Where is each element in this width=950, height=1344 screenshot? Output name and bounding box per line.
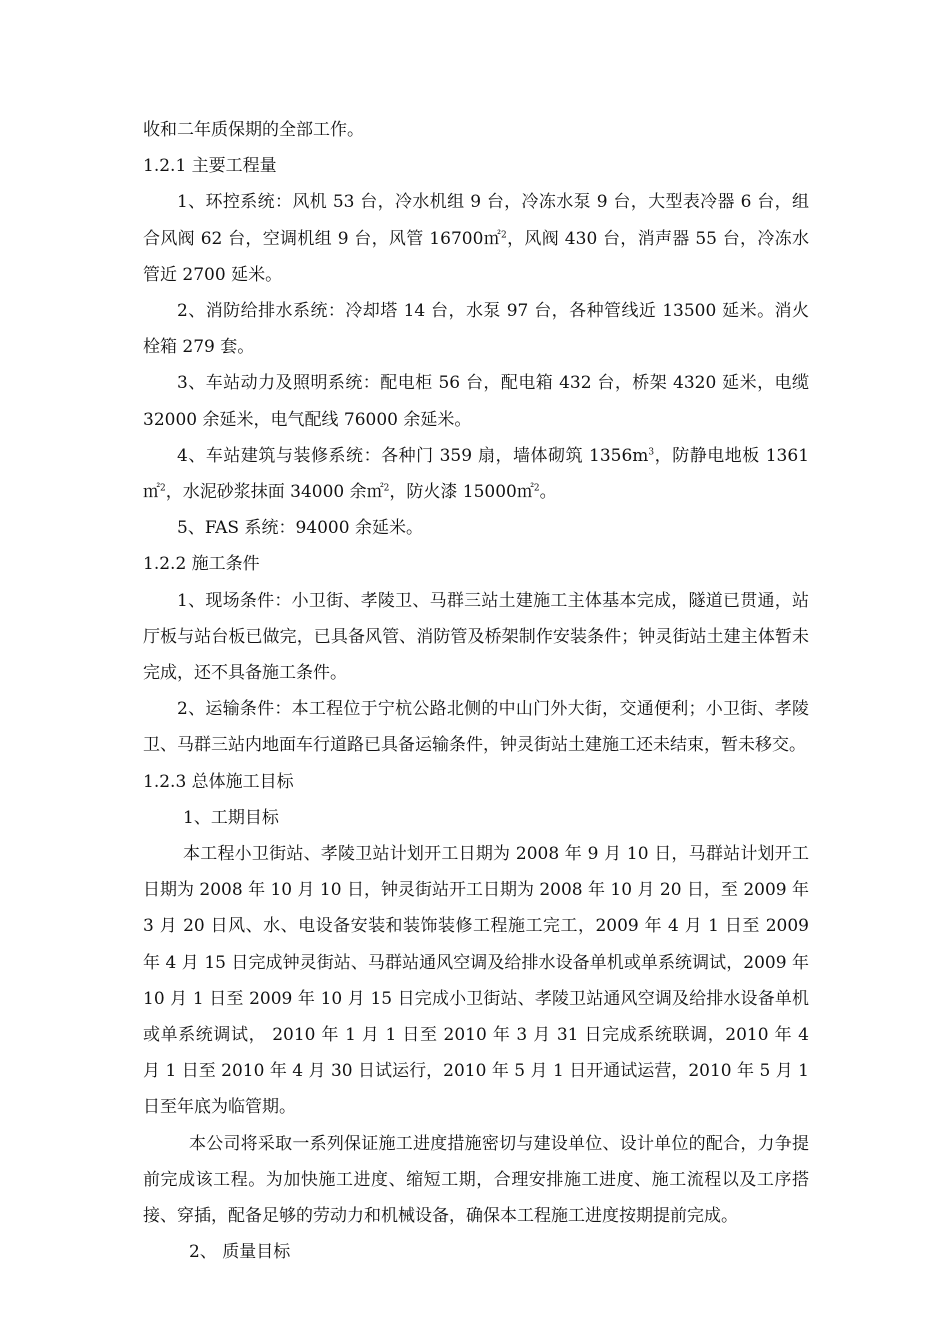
paragraph-text: 。 — [539, 482, 557, 503]
paragraph-text: 4、车站建筑与装修系统：各种门 359 扇，墙体砌筑 1356m — [177, 445, 649, 466]
section-heading-1-2-2 — [143, 546, 809, 582]
heading-text: 1.2.2 施工条件 — [143, 554, 260, 575]
section-heading-1-2-1 — [143, 148, 809, 184]
superscript: 3 — [648, 447, 655, 458]
superscript: 2 — [383, 483, 390, 494]
paragraph-text: ，防火漆 15000㎡ — [389, 482, 534, 503]
paragraph-text: 本工程小卫街站、孝陵卫站计划开工日期为 2008 年 9 月 10 日，马群站计划开工日期为 2008 年 10 月 10 日，钟灵街站开工日期为 2008 年 10 月 20 日，至 2009 年 3 月 20 日风、水、电设备安装和装饰装修工程施工完工，2009 年 4 月 1 日至 2009 年 4 月 15 日完成钟灵街站、马群站通风空调及给排水设备单机或单系统调试，2009 年 10 月 1 日至 2009 年 10 月 15 日完成小卫街站、孝陵卫站通风空调及给排水设备单机或单系统调试， 2010 年 1 月 1 日至 2010 年 3 月 31 日完成系统联调，2010 年 4 月 1 日至 2010 年 4 月 30 日试运行，2010 年 5 月 1 日开通试运营，2010 年 5 月 1 日至年底为临管期。 — [143, 844, 809, 1118]
superscript: 2 — [533, 483, 540, 494]
paragraph-text: 收和二年质保期的全部工作。 — [143, 120, 364, 140]
paragraph-power-lighting-system — [143, 365, 809, 437]
paragraph-text: 3、车站动力及照明系统：配电柜 56 台，配电箱 432 台，桥架 4320 延米，电缆 32000 余延米，电气配线 76000 余延米。 — [143, 373, 809, 430]
paragraph-text: ，水泥砂浆抹面 34000 余㎡ — [165, 482, 384, 503]
paragraph-text: 1、工期目标 — [183, 807, 279, 828]
superscript: 2 — [160, 483, 166, 494]
section-heading-1-2-3 — [143, 764, 809, 800]
paragraph-text: 2、运输条件：本工程位于宁杭公路北侧的中山门外大街，交通便利；小卫街、孝陵卫、马群三站内地面车行道路已具备运输条件，钟灵街站土建施工还未结束，暂未移交。 — [143, 699, 809, 756]
paragraph-continuation — [143, 112, 809, 148]
superscript: 2 — [501, 229, 507, 240]
subheading-quality-goal — [143, 1234, 809, 1270]
paragraph-schedule-detail — [143, 836, 809, 1126]
paragraph-text: ，防静电地板 1361 ㎡ — [143, 445, 810, 503]
paragraph-text: 1、现场条件：小卫街、孝陵卫、马群三站土建施工主体基本完成，隧道已贯通，站厅板与站台板已做完，已具备风管、消防管及桥架制作安装条件；钟灵街站土建主体暂未完成，还不具备施工条件。 — [143, 590, 809, 684]
paragraph-text: 5、FAS 系统：94000 余延米。 — [177, 518, 423, 539]
paragraph-hvac-system — [143, 184, 809, 293]
paragraph-text: 2、消防给排水系统：冷却塔 14 台，水泵 97 台，各种管线近 13500 延米。消火栓箱 279 套。 — [143, 301, 809, 358]
paragraph-text: 本公司将采取一系列保证施工进度措施密切与建设单位、设计单位的配合，力争提前完成该工程。为加快施工进度、缩短工期，合理安排施工进度、施工流程以及工序搭接、穿插，配备足够的劳动力和机械设备，确保本工程施工进度按期提前完成。 — [143, 1133, 809, 1227]
paragraph-text: 1、环控系统：风机 53 台，冷水机组 9 台，冷冻水泵 9 台，大型表冷器 6 台，组合风阀 62 台，空调机组 9 台，风管 16700㎡ — [143, 192, 809, 249]
paragraph-transport-conditions — [143, 691, 809, 763]
document-body — [143, 112, 809, 1271]
heading-text: 1.2.3 总体施工目标 — [143, 771, 294, 792]
paragraph-schedule-measures — [143, 1126, 809, 1235]
paragraph-architecture-decoration — [143, 438, 809, 510]
paragraph-fire-water-system — [143, 293, 809, 365]
paragraph-site-conditions — [143, 583, 809, 692]
subheading-schedule-goal — [143, 800, 809, 836]
heading-text: 1.2.1 主要工程量 — [143, 156, 277, 177]
paragraph-fas-system — [143, 510, 809, 546]
paragraph-text: 2、 质量目标 — [189, 1242, 291, 1263]
paragraph-text: ，风阀 430 台，消声器 55 台，冷冻水管近 2700 延米。 — [143, 228, 809, 285]
